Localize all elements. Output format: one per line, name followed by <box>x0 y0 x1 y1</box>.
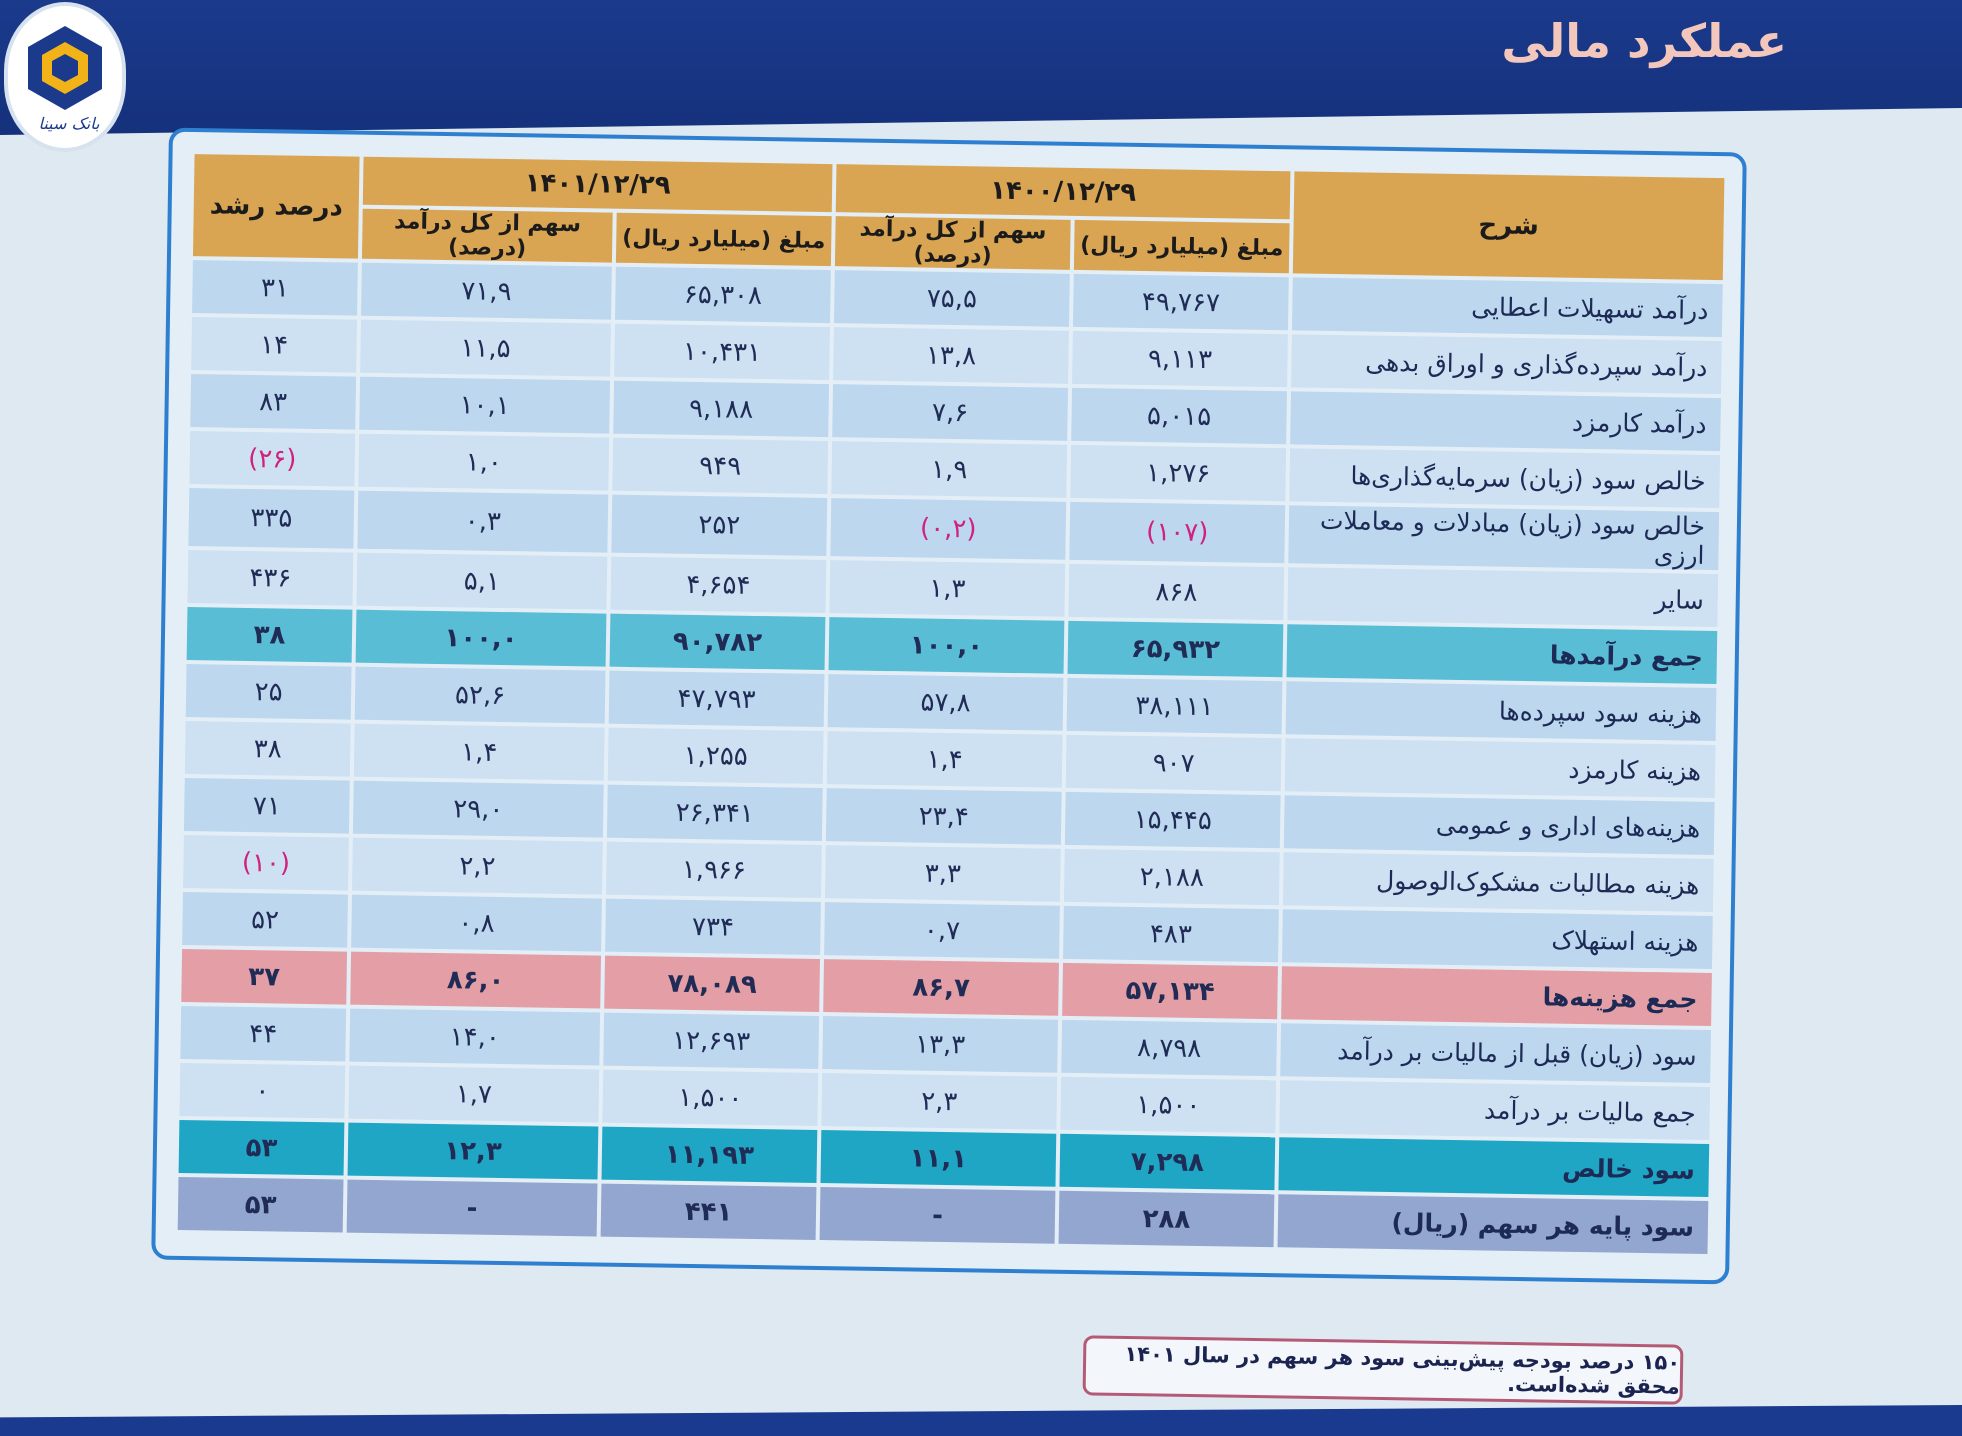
share-1401: ۸۶,۰ <box>350 952 601 1009</box>
subheader-share-1400: سهم از کل درآمد (درصد) <box>835 216 1071 270</box>
footnote-box: ۱۵۰ درصد بودجه پیش‌بینی سود هر سهم در سال ۱۴۰۱ محقق شده‌است. <box>1083 1335 1684 1404</box>
growth-percent: (۲۶) <box>189 431 355 487</box>
amount-1401: ۲۶,۳۴۱ <box>607 785 823 841</box>
share-1400: - <box>820 1187 1056 1244</box>
footer-band <box>0 1405 1962 1436</box>
share-1400: ۲,۳ <box>821 1073 1057 1130</box>
subheader-amount-1400: مبلغ (میلیارد ریال) <box>1074 220 1290 273</box>
row-label: هزینه مطالبات مشکوک‌الوصول <box>1283 852 1714 912</box>
share-1401: ۰,۳ <box>357 491 608 553</box>
logo-text: بانک سینا <box>38 114 100 133</box>
row-label: خالص سود (زیان) مبادلات و معاملات ارزی <box>1288 505 1719 570</box>
growth-percent: ۳۸ <box>187 607 353 663</box>
amount-1400: ۲۸۸ <box>1059 1191 1275 1247</box>
growth-percent: (۱۰) <box>183 835 349 891</box>
growth-percent: ۵۳ <box>178 1177 344 1233</box>
share-1400: (۰,۲) <box>830 498 1066 560</box>
amount-1401: ۶۵,۳۰۸ <box>615 267 831 323</box>
share-1401: ۲۹,۰ <box>353 781 604 838</box>
amount-1400: ۵۷,۱۳۴ <box>1062 963 1278 1019</box>
share-1400: ۱,۴ <box>827 731 1063 788</box>
amount-1401: ۴,۶۵۴ <box>610 557 826 613</box>
row-label: سایر <box>1287 567 1718 627</box>
subheader-amount-1401: مبلغ (میلیارد ریال) <box>616 213 832 266</box>
share-1401: ۱,۴ <box>354 724 605 781</box>
amount-1401: ۱۰,۴۳۱ <box>614 324 830 380</box>
amount-1400: ۱۵,۴۴۵ <box>1065 792 1281 848</box>
growth-percent: ۵۳ <box>179 1120 345 1176</box>
growth-percent: ۸۳ <box>190 374 356 430</box>
amount-1401: ۷۸,۰۸۹ <box>604 956 820 1012</box>
growth-percent: ۷۱ <box>184 778 350 834</box>
amount-1400: ۳۸,۱۱۱ <box>1067 678 1283 734</box>
share-1400: ۷۵,۵ <box>834 270 1070 327</box>
col-header-year-1400: ۱۴۰۰/۱۲/۲۹ <box>836 164 1291 219</box>
share-1401: ۱۲,۳ <box>348 1123 599 1180</box>
share-1401: ۱۱,۵ <box>360 320 611 377</box>
share-1401: ۵,۱ <box>357 553 608 610</box>
share-1400: ۱۳,۸ <box>833 327 1069 384</box>
growth-percent: ۳۳۵ <box>188 488 354 549</box>
share-1401: ۱,۷ <box>348 1066 599 1123</box>
row-label: سود (زیان) قبل از مالیات بر درآمد <box>1280 1023 1711 1083</box>
growth-percent: ۵۲ <box>182 892 348 948</box>
hexagon-logo-icon <box>24 24 106 112</box>
amount-1400: ۴۸۳ <box>1063 906 1279 962</box>
share-1400: ۲۳,۴ <box>826 788 1062 845</box>
amount-1401: ۱,۹۶۶ <box>606 842 822 898</box>
row-label: سود خالص <box>1278 1137 1709 1197</box>
row-label: هزینه‌های اداری و عمومی <box>1284 795 1715 855</box>
col-header-year-1401: ۱۴۰۱/۱۲/۲۹ <box>363 157 833 212</box>
amount-1401: ۹۰,۷۸۲ <box>610 614 826 670</box>
subheader-share-1401: سهم از کل درآمد (درصد) <box>362 209 613 263</box>
share-1400: ۱۰۰,۰ <box>829 617 1065 674</box>
share-1400: ۱,۹ <box>831 441 1067 498</box>
share-1400: ۱۱,۱ <box>821 1130 1057 1187</box>
share-1400: ۸۶,۷ <box>823 959 1059 1016</box>
amount-1400: ۹,۱۱۳ <box>1072 331 1288 387</box>
row-label: خالص سود (زیان) سرمایه‌گذاری‌ها <box>1289 448 1720 508</box>
growth-percent: ۳۸ <box>185 721 351 777</box>
amount-1400: ۹۰۷ <box>1066 735 1282 791</box>
page-title: عملکرد مالی <box>1501 14 1787 68</box>
growth-percent: ۰ <box>179 1063 345 1119</box>
row-label: هزینه کارمزد <box>1285 738 1716 798</box>
share-1401: ۰,۸ <box>351 895 602 952</box>
row-label: سود پایه هر سهم (ریال) <box>1278 1194 1709 1254</box>
share-1401: ۷۱,۹ <box>361 263 612 320</box>
amount-1401: ۹۴۹ <box>612 438 828 494</box>
amount-1401: ۱۲,۶۹۳ <box>603 1013 819 1069</box>
row-label: درآمد تسهیلات اعطایی <box>1292 277 1723 337</box>
share-1401: ۱۴,۰ <box>349 1009 600 1066</box>
col-header-description: شرح <box>1293 171 1725 280</box>
growth-percent: ۴۳۶ <box>188 550 354 606</box>
amount-1401: ۱۱,۱۹۳ <box>602 1127 818 1183</box>
share-1400: ۰,۷ <box>824 902 1060 959</box>
share-1401: ۵۲,۶ <box>355 667 606 724</box>
amount-1400: ۷,۲۹۸ <box>1059 1134 1275 1190</box>
financial-table <box>174 150 1729 1258</box>
share-1400: ۵۷,۸ <box>828 674 1064 731</box>
row-label: درآمد سپرده‌گذاری و اوراق بدهی <box>1291 334 1722 394</box>
table-frame <box>151 128 1747 1285</box>
amount-1401: ۴۷,۷۹۳ <box>609 671 825 727</box>
share-1401: ۱۰۰,۰ <box>356 610 607 667</box>
amount-1400: ۱,۲۷۶ <box>1070 445 1286 501</box>
amount-1400: ۵,۰۱۵ <box>1071 388 1287 444</box>
amount-1400: (۱۰۷) <box>1069 502 1285 563</box>
growth-percent: ۲۵ <box>186 664 352 720</box>
growth-percent: ۳۷ <box>181 949 347 1005</box>
growth-percent: ۳۱ <box>192 260 358 316</box>
share-1401: ۱,۰ <box>358 434 609 491</box>
row-label: جمع هزینه‌ها <box>1281 966 1712 1026</box>
share-1400: ۱۳,۳ <box>822 1016 1058 1073</box>
share-1401: - <box>347 1180 598 1237</box>
growth-percent: ۴۴ <box>180 1006 346 1062</box>
amount-1401: ۱,۲۵۵ <box>608 728 824 784</box>
bank-logo <box>4 2 126 152</box>
amount-1401: ۷۳۴ <box>605 899 821 955</box>
share-1400: ۷,۶ <box>832 384 1068 441</box>
growth-percent: ۱۴ <box>191 317 357 373</box>
amount-1400: ۶۵,۹۳۲ <box>1068 621 1284 677</box>
amount-1401: ۱,۵۰۰ <box>602 1070 818 1126</box>
amount-1400: ۱,۵۰۰ <box>1060 1077 1276 1133</box>
row-label: هزینه سود سپرده‌ها <box>1286 681 1717 741</box>
amount-1401: ۹,۱۸۸ <box>613 381 829 437</box>
share-1401: ۲,۲ <box>352 838 603 895</box>
col-header-growth: درصد رشد <box>193 154 360 259</box>
amount-1400: ۸,۷۹۸ <box>1061 1020 1277 1076</box>
amount-1401: ۲۵۲ <box>611 495 827 556</box>
share-1400: ۱,۳ <box>829 560 1065 617</box>
row-label: درآمد کارمزد <box>1290 391 1721 451</box>
row-label: جمع مالیات بر درآمد <box>1279 1080 1710 1140</box>
row-label: هزینه استهلاک <box>1282 909 1713 969</box>
amount-1400: ۸۶۸ <box>1068 564 1284 620</box>
amount-1401: ۴۴۱ <box>601 1184 817 1240</box>
amount-1400: ۲,۱۸۸ <box>1064 849 1280 905</box>
share-1400: ۳,۳ <box>825 845 1061 902</box>
row-label: جمع درآمدها <box>1287 624 1718 684</box>
amount-1400: ۴۹,۷۶۷ <box>1073 274 1289 330</box>
share-1401: ۱۰,۱ <box>359 377 610 434</box>
